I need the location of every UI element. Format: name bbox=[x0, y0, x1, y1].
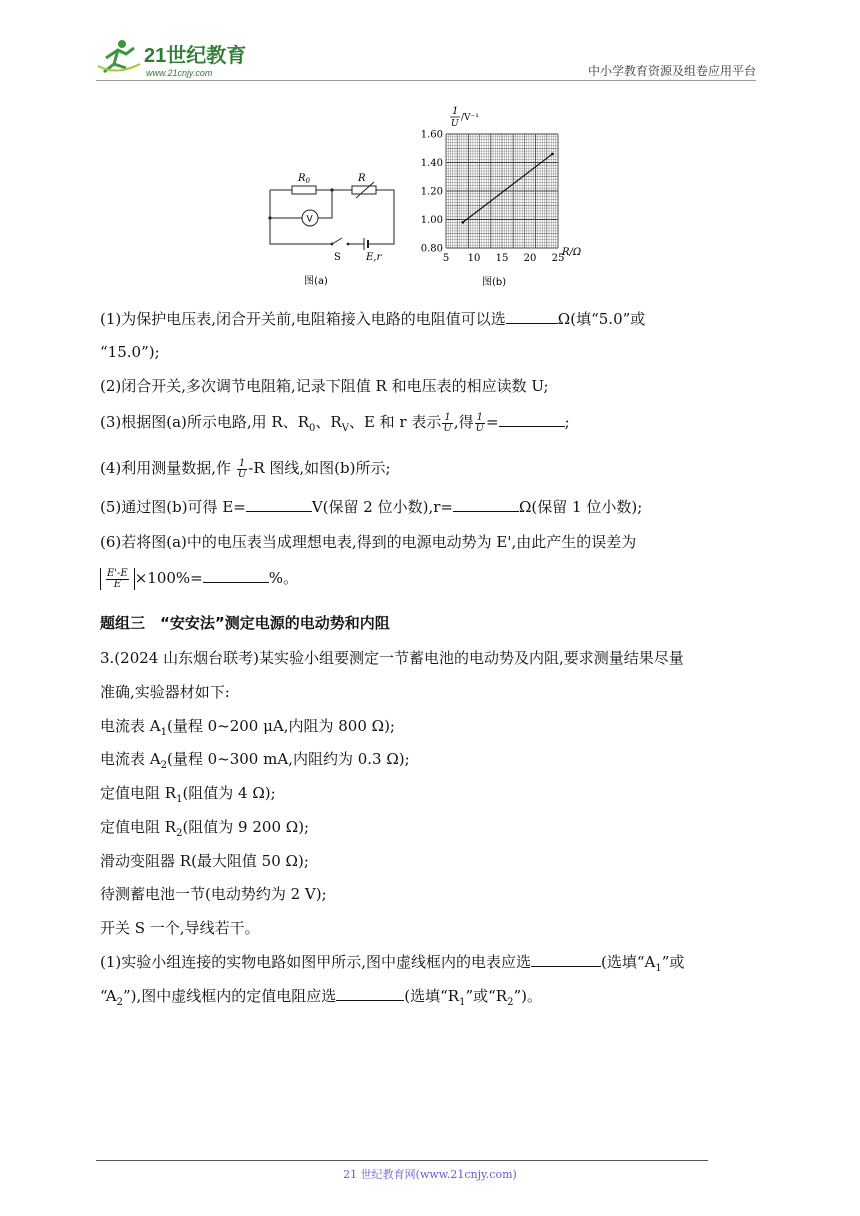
q5-line: (5)通过图(b)可得 E= V(保留 2 位小数),r= Ω(保留 1 位小数); bbox=[100, 498, 643, 516]
fraction-1-over-u-2: $\frac{1}{U}$ bbox=[475, 411, 485, 434]
label-s: S bbox=[334, 252, 341, 263]
ylabel-den: U bbox=[451, 119, 459, 129]
answer-blank-3[interactable] bbox=[246, 497, 312, 512]
ylabel-unit: /V⁻¹ bbox=[461, 113, 479, 123]
answer-blank-2[interactable] bbox=[499, 412, 565, 427]
answer-blank-4[interactable] bbox=[453, 497, 519, 512]
fraction-1-over-u: $\frac{1}{U}$ bbox=[443, 411, 452, 434]
ylabel-num: 1 bbox=[452, 106, 459, 117]
q3-line: (3)根据图(a)所示电路,用 R、$R_0$、$R_V$、E 和 r 表示 $\frac{1}{U}$ ,得 $\frac{1}{U}$ = ; bbox=[100, 411, 570, 434]
y-tick-label: 1.00 bbox=[420, 215, 443, 226]
answer-blank-7[interactable] bbox=[336, 986, 404, 1001]
label-v: V bbox=[306, 214, 313, 225]
abs-value-expr: $\frac{E'-E}{E}$ bbox=[100, 568, 135, 590]
x-tick-label: 10 bbox=[467, 253, 481, 264]
item-r2: 定值电阻 $R_2$(阻值为 9 200 Ω); bbox=[100, 818, 310, 839]
item-a1: 电流表 $A_1$(量程 0~200 μA,内阻为 800 Ω); bbox=[100, 717, 395, 738]
label-r: R bbox=[358, 173, 366, 184]
answer-blank-5[interactable] bbox=[203, 568, 269, 583]
resistor-r0 bbox=[292, 186, 316, 194]
x-tick-label: 15 bbox=[495, 253, 509, 264]
q6-line-2: $\frac{E'-E}{E}$ ×100%= %。 bbox=[100, 568, 298, 590]
site-logo bbox=[96, 36, 266, 80]
footer-divider bbox=[96, 1160, 708, 1161]
label-r0: $R_0$ bbox=[298, 173, 310, 185]
header-platform-text: 中小学教育资源及组卷应用平台 bbox=[587, 64, 756, 78]
item-switch: 开关 S 一个,导线若干。 bbox=[100, 919, 260, 937]
item-a2: 电流表 $A_2$(量程 0~300 mA,内阻约为 0.3 Ω); bbox=[100, 750, 410, 771]
runner-icon bbox=[98, 40, 140, 72]
data-point bbox=[551, 153, 554, 156]
p3-line: 3.(2024 山东烟台联考)某实验小组要测定一节蓄电池的电动势及内阻,要求测量结果尽量 bbox=[100, 649, 684, 667]
logo-url: www.21cnjy.com bbox=[146, 68, 213, 78]
q6-line: (6)若将图(a)中的电压表当成理想电表,得到的电源电动势为 E',由此产生的误差为 bbox=[100, 533, 637, 551]
label-e-r: E,r bbox=[366, 252, 382, 263]
x-tick-label: 25 bbox=[551, 253, 565, 264]
xlabel: R/Ω bbox=[562, 247, 582, 258]
footer-text: 21 世纪教育网(www.21cnjy.com) bbox=[343, 1168, 517, 1181]
answer-blank-1[interactable] bbox=[506, 309, 558, 324]
logo-text: 21世纪教育 bbox=[144, 45, 247, 67]
y-tick-label: 1.40 bbox=[420, 158, 443, 169]
y-tick-label: 1.20 bbox=[420, 186, 443, 198]
resistor-box-r bbox=[352, 186, 376, 194]
q1-line-2: “15.0”); bbox=[100, 343, 160, 361]
fraction-1-over-u-3: $\frac{1}{U}$ bbox=[237, 457, 247, 480]
p31-line: (1)实验小组连接的实物电路如图甲所示,图中虚线框内的电表应选 (选填“$A_1$”或 bbox=[100, 953, 685, 974]
y-tick-label: 1.60 bbox=[420, 129, 443, 141]
q1-line: (1)为保护电压表,闭合开关前,电阻箱接入电路的电阻值可以选 Ω(填“5.0”或 bbox=[100, 310, 646, 328]
section-title: 题组三 “安安法”测定电源的电动势和内阻 bbox=[100, 614, 390, 632]
item-rheostat: 滑动变阻器 R(最大阻值 50 Ω); bbox=[100, 852, 309, 870]
p31-line-2: “$A_2$”),图中虚线框内的定值电阻应选 (选填“$R_1$”或“$R_2$”)。 bbox=[100, 987, 542, 1008]
graph-b bbox=[410, 100, 600, 295]
answer-blank-6[interactable] bbox=[531, 952, 601, 967]
p3-line-2: 准确,实验器材如下: bbox=[100, 683, 230, 701]
x-tick-label: 5 bbox=[442, 253, 450, 264]
item-battery: 待测蓄电池一节(电动势约为 2 V); bbox=[100, 885, 327, 903]
x-tick-label: 20 bbox=[523, 253, 537, 264]
figure-b-caption: 图(b) bbox=[482, 277, 507, 288]
circuit-diagram bbox=[262, 162, 402, 290]
y-tick-label: 0.80 bbox=[420, 243, 443, 255]
q2-line: (2)闭合开关,多次调节电阻箱,记录下阻值 R 和电压表的相应读数 U; bbox=[100, 377, 549, 395]
header-divider bbox=[96, 80, 756, 81]
chart-grid bbox=[446, 134, 558, 248]
figure-a-caption: 图(a) bbox=[304, 276, 328, 287]
item-r1: 定值电阻 $R_1$(阻值为 4 Ω); bbox=[100, 784, 276, 805]
q4-line: (4)利用测量数据,作 $\frac{1}{U}$ -R 图线,如图(b)所示; bbox=[100, 457, 391, 480]
data-point bbox=[462, 221, 465, 224]
